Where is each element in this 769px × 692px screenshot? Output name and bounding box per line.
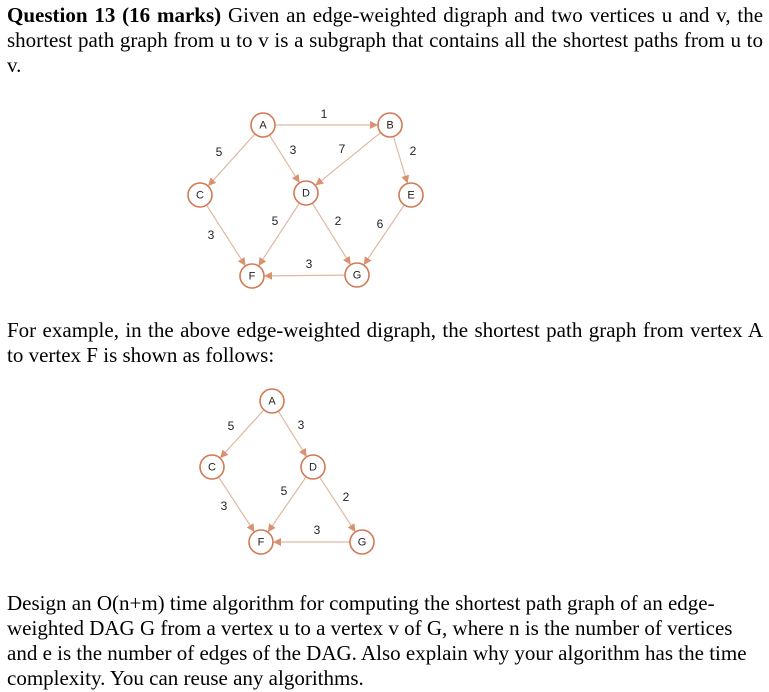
edge-a-c (221, 410, 264, 458)
node-label-a: A (259, 119, 267, 132)
example-paragraph: For example, in the above edge-weighted digraph, the shortest path graph from vertex A to vertex F is shown as follows: (7, 318, 763, 367)
node-label-b: B (386, 119, 394, 132)
task-paragraph: Design an O(n+m) time algorithm for computing the shortest path graph of an edge-weighted DAG G from a vertex u to a vertex v of G, where n is the number of vertices and e is the number of edges of the DAG. Also explain why your algorithm has the time complexity. You can reuse any algorithms. (7, 591, 747, 690)
edge-weight-c-f: 3 (207, 228, 215, 243)
edge-weight-d-f: 5 (271, 214, 279, 229)
edge-weight-a-c: 5 (215, 145, 223, 160)
edge-d-g (312, 203, 350, 264)
edge-d-f (259, 203, 299, 265)
edge-a-d (269, 135, 299, 182)
question-intro-text: Given an edge-weighted digraph and two vertices u and v, the shortest path graph from u to v is a subgraph that contains all the shortest paths from u to v. (7, 3, 764, 77)
question-intro-paragraph (7, 3, 763, 78)
example-digraph (0, 100, 769, 295)
edge-weight-a-d: 3 (289, 143, 297, 158)
node-label-a: A (268, 395, 276, 408)
node-label-g: G (357, 536, 367, 549)
edge-weight-d-g: 2 (334, 214, 342, 229)
node-label-f: F (257, 536, 265, 549)
edge-g-f (265, 275, 345, 276)
edge-weight-e-g: 6 (376, 217, 384, 232)
edge-d-g (320, 477, 355, 531)
node-label-d: D (309, 461, 317, 474)
edge-weight-b-e: 2 (409, 144, 417, 159)
node-label-c: C (208, 461, 216, 474)
question-title: Question 13 (7, 3, 116, 27)
node-label-c: C (196, 189, 204, 202)
edge-weight-g-f: 3 (305, 257, 313, 272)
node-label-d: D (302, 187, 310, 200)
node-label-e: E (407, 189, 415, 202)
question-marks: (16 marks) (122, 3, 222, 27)
edge-weight-d-g: 2 (342, 490, 350, 505)
edge-e-g (364, 205, 404, 264)
edge-a-c (209, 134, 255, 185)
edge-b-d (316, 133, 381, 185)
edge-weight-g-f: 3 (313, 523, 321, 538)
edge-weight-d-f: 5 (280, 484, 288, 499)
edge-weight-a-c: 5 (227, 419, 235, 434)
edge-weight-a-d: 3 (297, 418, 305, 433)
shortest-path-graph (0, 385, 769, 560)
edge-b-e (393, 136, 407, 182)
edge-weight-c-f: 3 (220, 499, 228, 514)
edge-weight-a-b: 1 (320, 107, 328, 122)
edge-weight-b-d: 7 (338, 142, 346, 157)
node-label-f: F (248, 270, 256, 283)
node-label-g: G (352, 269, 362, 282)
